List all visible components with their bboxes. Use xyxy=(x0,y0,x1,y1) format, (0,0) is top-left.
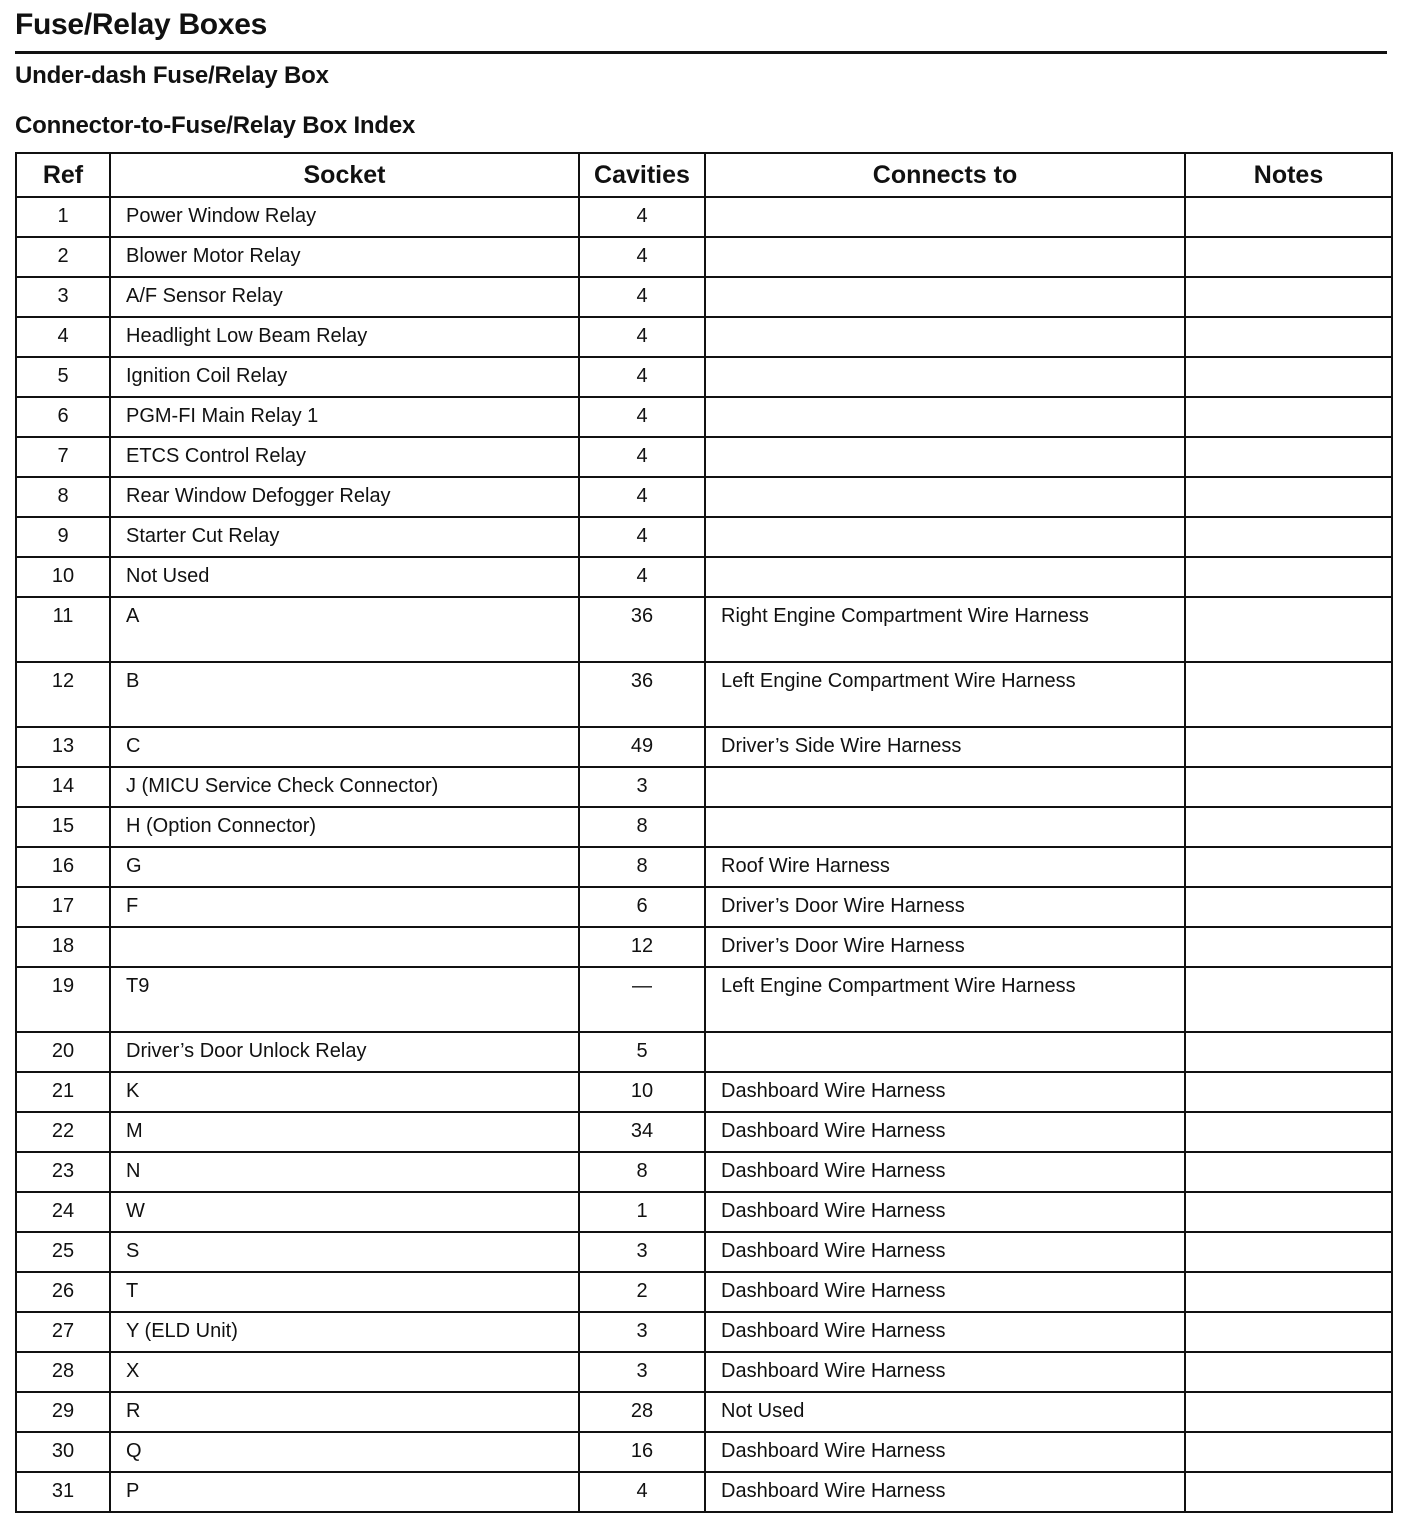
notes-cell xyxy=(1185,517,1392,557)
title-divider xyxy=(15,51,1387,54)
notes-cell xyxy=(1185,767,1392,807)
cavities-cell: 4 xyxy=(579,1472,705,1512)
ref-cell: 3 xyxy=(16,277,110,317)
connects-to-cell: Dashboard Wire Harness xyxy=(705,1232,1185,1272)
cavities-cell: 3 xyxy=(579,1312,705,1352)
ref-cell: 17 xyxy=(16,887,110,927)
table-row xyxy=(16,477,1392,517)
cavities-cell: 28 xyxy=(579,1392,705,1432)
ref-cell: 1 xyxy=(16,197,110,237)
cavities-cell: 36 xyxy=(579,662,705,727)
connects-to-cell: Dashboard Wire Harness xyxy=(705,1312,1185,1352)
notes-cell xyxy=(1185,847,1392,887)
ref-cell: 19 xyxy=(16,967,110,1032)
socket-cell: C xyxy=(110,727,579,767)
cavities-cell: 4 xyxy=(579,317,705,357)
notes-cell xyxy=(1185,1152,1392,1192)
table-row xyxy=(16,397,1392,437)
socket-cell: Headlight Low Beam Relay xyxy=(110,317,579,357)
notes-cell xyxy=(1185,397,1392,437)
table-row xyxy=(16,1472,1392,1512)
cavities-cell: 4 xyxy=(579,477,705,517)
cavities-cell: 5 xyxy=(579,1032,705,1072)
table-row xyxy=(16,277,1392,317)
table-row xyxy=(16,1272,1392,1312)
connects-to-cell xyxy=(705,277,1185,317)
socket-cell: K xyxy=(110,1072,579,1112)
table-row xyxy=(16,517,1392,557)
ref-cell: 6 xyxy=(16,397,110,437)
cavities-cell: 4 xyxy=(579,357,705,397)
ref-cell: 8 xyxy=(16,477,110,517)
ref-cell: 20 xyxy=(16,1032,110,1072)
connector-index-table xyxy=(15,152,1393,1513)
notes-cell xyxy=(1185,317,1392,357)
notes-cell xyxy=(1185,437,1392,477)
notes-cell xyxy=(1185,1472,1392,1512)
section-subtitle: Under-dash Fuse/Relay Box xyxy=(15,62,329,89)
cavities-cell: 6 xyxy=(579,887,705,927)
notes-cell xyxy=(1185,1432,1392,1472)
table-row xyxy=(16,967,1392,1032)
connects-to-cell xyxy=(705,517,1185,557)
socket-cell: Driver’s Door Unlock Relay xyxy=(110,1032,579,1072)
cavities-cell: 8 xyxy=(579,847,705,887)
ref-cell: 9 xyxy=(16,517,110,557)
table-body xyxy=(16,197,1392,1512)
ref-cell: 31 xyxy=(16,1472,110,1512)
ref-cell: 7 xyxy=(16,437,110,477)
connects-to-cell xyxy=(705,437,1185,477)
socket-cell: G xyxy=(110,847,579,887)
ref-cell: 11 xyxy=(16,597,110,662)
table-row xyxy=(16,437,1392,477)
cavities-cell: 4 xyxy=(579,437,705,477)
column-header-cavities: Cavities xyxy=(579,153,705,197)
table-row xyxy=(16,357,1392,397)
socket-cell xyxy=(110,927,579,967)
cavities-cell: 34 xyxy=(579,1112,705,1152)
socket-cell: T9 xyxy=(110,967,579,1032)
column-header-ref: Ref xyxy=(16,153,110,197)
notes-cell xyxy=(1185,1312,1392,1352)
socket-cell: X xyxy=(110,1352,579,1392)
notes-cell xyxy=(1185,967,1392,1032)
connects-to-cell: Driver’s Side Wire Harness xyxy=(705,727,1185,767)
notes-cell xyxy=(1185,1192,1392,1232)
table-title: Connector-to-Fuse/Relay Box Index xyxy=(15,112,416,139)
socket-cell: A/F Sensor Relay xyxy=(110,277,579,317)
ref-cell: 15 xyxy=(16,807,110,847)
socket-cell: W xyxy=(110,1192,579,1232)
cavities-cell: 16 xyxy=(579,1432,705,1472)
notes-cell xyxy=(1185,727,1392,767)
cavities-cell: 10 xyxy=(579,1072,705,1112)
cavities-cell: 36 xyxy=(579,597,705,662)
table-row xyxy=(16,1112,1392,1152)
notes-cell xyxy=(1185,237,1392,277)
notes-cell xyxy=(1185,1112,1392,1152)
column-header-notes: Notes xyxy=(1185,153,1392,197)
ref-cell: 30 xyxy=(16,1432,110,1472)
notes-cell xyxy=(1185,597,1392,662)
connects-to-cell xyxy=(705,317,1185,357)
cavities-cell: 3 xyxy=(579,1352,705,1392)
connects-to-cell: Dashboard Wire Harness xyxy=(705,1352,1185,1392)
cavities-cell: 4 xyxy=(579,397,705,437)
cavities-cell: 8 xyxy=(579,1152,705,1192)
connects-to-cell: Dashboard Wire Harness xyxy=(705,1072,1185,1112)
table-row xyxy=(16,1232,1392,1272)
connects-to-cell: Dashboard Wire Harness xyxy=(705,1152,1185,1192)
cavities-cell: 3 xyxy=(579,1232,705,1272)
socket-cell: S xyxy=(110,1232,579,1272)
connects-to-cell: Dashboard Wire Harness xyxy=(705,1432,1185,1472)
notes-cell xyxy=(1185,1352,1392,1392)
table-row xyxy=(16,887,1392,927)
table-row xyxy=(16,1072,1392,1112)
ref-cell: 5 xyxy=(16,357,110,397)
connects-to-cell xyxy=(705,237,1185,277)
ref-cell: 28 xyxy=(16,1352,110,1392)
notes-cell xyxy=(1185,1232,1392,1272)
ref-cell: 24 xyxy=(16,1192,110,1232)
notes-cell xyxy=(1185,557,1392,597)
ref-cell: 12 xyxy=(16,662,110,727)
socket-cell: Rear Window Defogger Relay xyxy=(110,477,579,517)
ref-cell: 21 xyxy=(16,1072,110,1112)
connects-to-cell xyxy=(705,477,1185,517)
socket-cell: R xyxy=(110,1392,579,1432)
ref-cell: 13 xyxy=(16,727,110,767)
notes-cell xyxy=(1185,1032,1392,1072)
connects-to-cell xyxy=(705,767,1185,807)
ref-cell: 14 xyxy=(16,767,110,807)
table-row xyxy=(16,727,1392,767)
socket-cell: Ignition Coil Relay xyxy=(110,357,579,397)
socket-cell: Y (ELD Unit) xyxy=(110,1312,579,1352)
ref-cell: 4 xyxy=(16,317,110,357)
ref-cell: 18 xyxy=(16,927,110,967)
table-row xyxy=(16,927,1392,967)
connects-to-cell xyxy=(705,197,1185,237)
table-row xyxy=(16,597,1392,662)
connects-to-cell xyxy=(705,397,1185,437)
notes-cell xyxy=(1185,807,1392,847)
table-row xyxy=(16,317,1392,357)
socket-cell: A xyxy=(110,597,579,662)
notes-cell xyxy=(1185,1392,1392,1432)
socket-cell: Blower Motor Relay xyxy=(110,237,579,277)
notes-cell xyxy=(1185,357,1392,397)
page-title: Fuse/Relay Boxes xyxy=(15,8,267,41)
notes-cell xyxy=(1185,887,1392,927)
cavities-cell: 4 xyxy=(579,197,705,237)
socket-cell: ETCS Control Relay xyxy=(110,437,579,477)
socket-cell: T xyxy=(110,1272,579,1312)
ref-cell: 22 xyxy=(16,1112,110,1152)
cavities-cell: 3 xyxy=(579,767,705,807)
cavities-cell: 4 xyxy=(579,277,705,317)
notes-cell xyxy=(1185,927,1392,967)
ref-cell: 23 xyxy=(16,1152,110,1192)
socket-cell: Q xyxy=(110,1432,579,1472)
connects-to-cell: Dashboard Wire Harness xyxy=(705,1192,1185,1232)
socket-cell: J (MICU Service Check Connector) xyxy=(110,767,579,807)
cavities-cell: 2 xyxy=(579,1272,705,1312)
table-row xyxy=(16,1312,1392,1352)
connects-to-cell: Not Used xyxy=(705,1392,1185,1432)
table-row xyxy=(16,847,1392,887)
cavities-cell: 1 xyxy=(579,1192,705,1232)
socket-cell: P xyxy=(110,1472,579,1512)
table-row xyxy=(16,237,1392,277)
socket-cell: Power Window Relay xyxy=(110,197,579,237)
cavities-cell: 4 xyxy=(579,557,705,597)
connects-to-cell: Driver’s Door Wire Harness xyxy=(705,927,1185,967)
connects-to-cell: Left Engine Compartment Wire Harness xyxy=(705,967,1185,1032)
socket-cell: Starter Cut Relay xyxy=(110,517,579,557)
connects-to-cell: Roof Wire Harness xyxy=(705,847,1185,887)
socket-cell: N xyxy=(110,1152,579,1192)
notes-cell xyxy=(1185,1072,1392,1112)
column-header-connects-to: Connects to xyxy=(705,153,1185,197)
notes-cell xyxy=(1185,662,1392,727)
ref-cell: 29 xyxy=(16,1392,110,1432)
connects-to-cell: Dashboard Wire Harness xyxy=(705,1472,1185,1512)
connects-to-cell xyxy=(705,1032,1185,1072)
table-row xyxy=(16,1432,1392,1472)
table-row xyxy=(16,1392,1392,1432)
cavities-cell: 12 xyxy=(579,927,705,967)
cavities-cell: 4 xyxy=(579,237,705,277)
table-row xyxy=(16,1352,1392,1392)
cavities-cell: 4 xyxy=(579,517,705,557)
table-row xyxy=(16,1152,1392,1192)
cavities-cell: 8 xyxy=(579,807,705,847)
table-row xyxy=(16,557,1392,597)
connects-to-cell xyxy=(705,557,1185,597)
notes-cell xyxy=(1185,1272,1392,1312)
socket-cell: H (Option Connector) xyxy=(110,807,579,847)
connects-to-cell: Driver’s Door Wire Harness xyxy=(705,887,1185,927)
table-row xyxy=(16,197,1392,237)
cavities-cell: — xyxy=(579,967,705,1032)
notes-cell xyxy=(1185,477,1392,517)
connects-to-cell: Left Engine Compartment Wire Harness xyxy=(705,662,1185,727)
ref-cell: 27 xyxy=(16,1312,110,1352)
table-row xyxy=(16,1192,1392,1232)
connects-to-cell xyxy=(705,807,1185,847)
table-row xyxy=(16,767,1392,807)
notes-cell xyxy=(1185,277,1392,317)
table-row xyxy=(16,662,1392,727)
connects-to-cell xyxy=(705,357,1185,397)
ref-cell: 16 xyxy=(16,847,110,887)
ref-cell: 26 xyxy=(16,1272,110,1312)
table-header-row xyxy=(16,153,1392,197)
ref-cell: 10 xyxy=(16,557,110,597)
connects-to-cell: Right Engine Compartment Wire Harness xyxy=(705,597,1185,662)
table-row xyxy=(16,1032,1392,1072)
socket-cell: Not Used xyxy=(110,557,579,597)
connects-to-cell: Dashboard Wire Harness xyxy=(705,1272,1185,1312)
column-header-socket: Socket xyxy=(110,153,579,197)
table-row xyxy=(16,807,1392,847)
cavities-cell: 49 xyxy=(579,727,705,767)
socket-cell: M xyxy=(110,1112,579,1152)
notes-cell xyxy=(1185,197,1392,237)
socket-cell: B xyxy=(110,662,579,727)
ref-cell: 2 xyxy=(16,237,110,277)
socket-cell: F xyxy=(110,887,579,927)
connects-to-cell: Dashboard Wire Harness xyxy=(705,1112,1185,1152)
ref-cell: 25 xyxy=(16,1232,110,1272)
socket-cell: PGM-FI Main Relay 1 xyxy=(110,397,579,437)
